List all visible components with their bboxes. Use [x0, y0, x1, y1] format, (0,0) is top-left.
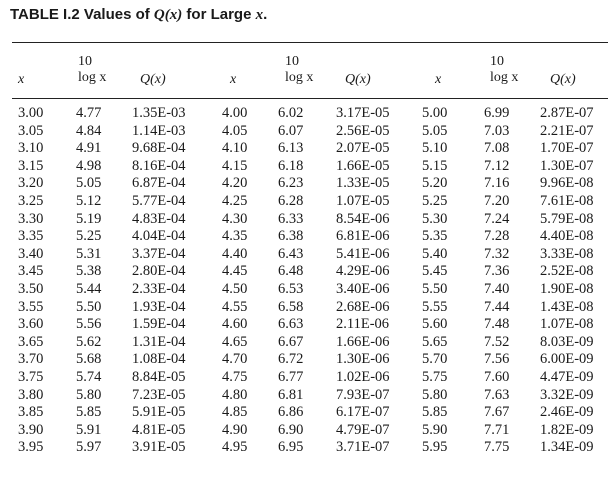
table-cell: 6.38 [278, 228, 304, 245]
table-cell: 4.79E-07 [336, 421, 390, 438]
table-cell: 8.16E-04 [132, 157, 186, 174]
table-cell: 6.33 [278, 210, 304, 227]
table-cell: 7.40 [484, 280, 510, 297]
table-cell: 3.33E-08 [540, 245, 594, 262]
header-q-3: Q(x) [550, 72, 576, 87]
table-cell: 3.70 [18, 351, 44, 368]
table-cell: 9.68E-04 [132, 140, 186, 157]
table-cell: 5.70 [422, 351, 448, 368]
table-cell: 5.19 [76, 210, 102, 227]
table-cell: 5.95 [422, 439, 448, 456]
table-cell: 5.05 [422, 122, 448, 139]
table-cell: 7.12 [484, 157, 510, 174]
table-cell: 6.48 [278, 263, 304, 280]
caption-prefix: TABLE I.2 Values of [10, 6, 154, 23]
table-cell: 5.62 [76, 333, 102, 350]
table-cell: 5.91 [76, 421, 102, 438]
table-cell: 4.81E-05 [132, 421, 186, 438]
table-cell: 2.68E-06 [336, 298, 390, 315]
table-cell: 2.80E-04 [132, 263, 186, 280]
table-cell: 5.15 [422, 157, 448, 174]
q-values-table [12, 105, 610, 457]
table-row [12, 263, 610, 281]
table-cell: 5.75 [422, 368, 448, 385]
table-cell: 4.60 [222, 316, 248, 333]
table-cell: 1.90E-08 [540, 280, 594, 297]
table-caption [10, 6, 267, 24]
table-cell: 2.46E-09 [540, 404, 594, 421]
table-cell: 4.29E-06 [336, 263, 390, 280]
table-cell: 3.90 [18, 421, 44, 438]
table-cell: 4.77 [76, 105, 102, 121]
table-cell: 5.25 [422, 192, 448, 209]
table-cell: 5.41E-06 [336, 245, 390, 262]
table-cell: 6.13 [278, 140, 304, 157]
table-cell: 7.16 [484, 175, 510, 192]
table-cell: 2.11E-06 [336, 316, 390, 333]
table-cell: 3.25 [18, 192, 44, 209]
table-row [12, 193, 610, 211]
table-cell: 5.80 [76, 386, 102, 403]
table-cell: 6.99 [484, 105, 510, 121]
table-cell: 5.65 [422, 333, 448, 350]
table-cell: 1.31E-04 [132, 333, 186, 350]
table-cell: 5.25 [76, 228, 102, 245]
table-cell: 6.86 [278, 404, 304, 421]
table-cell: 3.20 [18, 175, 44, 192]
header-x-1: x [18, 72, 25, 87]
table-cell: 1.82E-09 [540, 421, 594, 438]
table-cell: 1.59E-04 [132, 316, 186, 333]
header-log-3: 10 log x [490, 54, 519, 85]
table-cell: 3.80 [18, 386, 44, 403]
table-cell: 2.52E-08 [540, 263, 594, 280]
table-cell: 5.05 [76, 175, 102, 192]
table-cell: 5.00 [422, 105, 448, 121]
table-cell: 8.54E-06 [336, 210, 390, 227]
table-cell: 1.66E-05 [336, 157, 390, 174]
table-cell: 6.17E-07 [336, 404, 390, 421]
table-cell: 3.71E-07 [336, 439, 390, 456]
table-cell: 3.95 [18, 439, 44, 456]
table-row [12, 351, 610, 369]
table-cell: 6.72 [278, 351, 304, 368]
table-cell: 4.83E-04 [132, 210, 186, 227]
table-cell: 1.14E-03 [132, 122, 186, 139]
table-cell: 1.30E-07 [540, 157, 594, 174]
table-cell: 1.34E-09 [540, 439, 594, 456]
table-cell: 5.85 [422, 404, 448, 421]
table-cell: 7.08 [484, 140, 510, 157]
table-row [12, 246, 610, 264]
table-cell: 9.96E-08 [540, 175, 594, 192]
table-cell: 6.81E-06 [336, 228, 390, 245]
table-cell: 4.25 [222, 192, 248, 209]
header-q-2: Q(x) [345, 72, 371, 87]
table-cell: 1.07E-08 [540, 316, 594, 333]
table-cell: 8.84E-05 [132, 368, 186, 385]
table-cell: 4.80 [222, 386, 248, 403]
table-cell: 7.20 [484, 192, 510, 209]
table-cell: 4.40E-08 [540, 228, 594, 245]
table-cell: 6.28 [278, 192, 304, 209]
header-x-3: x [435, 72, 442, 87]
table-cell: 3.37E-04 [132, 245, 186, 262]
table-cell: 1.43E-08 [540, 298, 594, 315]
table-cell: 7.48 [484, 316, 510, 333]
table-cell: 5.74 [76, 368, 102, 385]
table-cell: 5.30 [422, 210, 448, 227]
table-cell: 2.87E-07 [540, 105, 594, 121]
table-cell: 4.84 [76, 122, 102, 139]
table-cell: 6.02 [278, 105, 304, 121]
table-cell: 3.85 [18, 404, 44, 421]
table-cell: 3.32E-09 [540, 386, 594, 403]
table-cell: 3.60 [18, 316, 44, 333]
table-cell: 6.87E-04 [132, 175, 186, 192]
table-cell: 4.75 [222, 368, 248, 385]
table-row [12, 316, 610, 334]
table-cell: 5.50 [76, 298, 102, 315]
table-cell: 3.40E-06 [336, 280, 390, 297]
table-cell: 7.03 [484, 122, 510, 139]
table-cell: 4.90 [222, 421, 248, 438]
table-row [12, 369, 610, 387]
table-cell: 6.90 [278, 421, 304, 438]
table-cell: 4.00 [222, 105, 248, 121]
table-cell: 6.07 [278, 122, 304, 139]
table-cell: 5.91E-05 [132, 404, 186, 421]
table-body [12, 105, 610, 457]
table-row [12, 158, 610, 176]
table-cell: 3.30 [18, 210, 44, 227]
caption-suffix: . [263, 6, 268, 23]
table-cell: 1.07E-05 [336, 192, 390, 209]
table-cell: 7.44 [484, 298, 510, 315]
table-cell: 4.85 [222, 404, 248, 421]
table-cell: 6.53 [278, 280, 304, 297]
table-cell: 5.90 [422, 421, 448, 438]
caption-var: x [255, 7, 264, 23]
table-cell: 4.55 [222, 298, 248, 315]
table-cell: 2.07E-05 [336, 140, 390, 157]
header-rule [12, 98, 608, 99]
table-cell: 5.80 [422, 386, 448, 403]
table-cell: 5.79E-08 [540, 210, 594, 227]
table-cell: 3.65 [18, 333, 44, 350]
table-cell: 5.38 [76, 263, 102, 280]
table-cell: 3.05 [18, 122, 44, 139]
table-cell: 6.67 [278, 333, 304, 350]
table-cell: 4.40 [222, 245, 248, 262]
table-row [12, 211, 610, 229]
table-cell: 1.70E-07 [540, 140, 594, 157]
table-cell: 4.10 [222, 140, 248, 157]
table-cell: 6.95 [278, 439, 304, 456]
table-cell: 4.15 [222, 157, 248, 174]
table-row [12, 387, 610, 405]
table-cell: 6.77 [278, 368, 304, 385]
table-row [12, 281, 610, 299]
table-cell: 3.40 [18, 245, 44, 262]
table-cell: 4.70 [222, 351, 248, 368]
table-cell: 6.81 [278, 386, 304, 403]
table-row [12, 404, 610, 422]
header-log-1: 10 log x [78, 54, 107, 85]
table-cell: 5.44 [76, 280, 102, 297]
table-cell: 3.45 [18, 263, 44, 280]
table-cell: 5.20 [422, 175, 448, 192]
table-cell: 1.93E-04 [132, 298, 186, 315]
table-cell: 4.35 [222, 228, 248, 245]
table-cell: 3.00 [18, 105, 44, 121]
table-row [12, 228, 610, 246]
table-cell: 7.56 [484, 351, 510, 368]
table-cell: 4.95 [222, 439, 248, 456]
table-cell: 5.56 [76, 316, 102, 333]
table-row [12, 123, 610, 141]
table-cell: 6.58 [278, 298, 304, 315]
table-cell: 4.50 [222, 280, 248, 297]
table-cell: 7.23E-05 [132, 386, 186, 403]
table-cell: 7.28 [484, 228, 510, 245]
table-cell: 7.71 [484, 421, 510, 438]
table-cell: 7.93E-07 [336, 386, 390, 403]
table-cell: 7.75 [484, 439, 510, 456]
table-cell: 5.77E-04 [132, 192, 186, 209]
table-cell: 4.04E-04 [132, 228, 186, 245]
table-cell: 5.68 [76, 351, 102, 368]
caption-func: Q(x) [153, 7, 183, 23]
table-cell: 1.33E-05 [336, 175, 390, 192]
table-cell: 4.20 [222, 175, 248, 192]
table-cell: 1.30E-06 [336, 351, 390, 368]
table-cell: 4.30 [222, 210, 248, 227]
table-cell: 5.97 [76, 439, 102, 456]
table-cell: 3.17E-05 [336, 105, 390, 121]
caption-middle: for Large [182, 6, 256, 23]
table-cell: 5.45 [422, 263, 448, 280]
table-cell: 3.35 [18, 228, 44, 245]
table-cell: 7.67 [484, 404, 510, 421]
table-cell: 6.18 [278, 157, 304, 174]
table-cell: 4.45 [222, 263, 248, 280]
table-cell: 6.00E-09 [540, 351, 594, 368]
table-cell: 7.36 [484, 263, 510, 280]
table-cell: 3.55 [18, 298, 44, 315]
table-cell: 1.35E-03 [132, 105, 186, 121]
header-x-2: x [230, 72, 237, 87]
table-cell: 7.60 [484, 368, 510, 385]
table-row [12, 140, 610, 158]
table-row [12, 334, 610, 352]
table-cell: 7.63 [484, 386, 510, 403]
top-rule [12, 42, 608, 43]
table-cell: 5.31 [76, 245, 102, 262]
table-cell: 5.10 [422, 140, 448, 157]
table-cell: 5.35 [422, 228, 448, 245]
table-cell: 5.55 [422, 298, 448, 315]
table-cell: 7.32 [484, 245, 510, 262]
table-cell: 2.21E-07 [540, 122, 594, 139]
table-cell: 3.50 [18, 280, 44, 297]
table-row [12, 439, 610, 457]
header-q-1: Q(x) [140, 72, 166, 87]
table-cell: 5.50 [422, 280, 448, 297]
header-log-2: 10 log x [285, 54, 314, 85]
table-cell: 4.65 [222, 333, 248, 350]
table-cell: 1.02E-06 [336, 368, 390, 385]
table-cell: 3.15 [18, 157, 44, 174]
table-cell: 4.91 [76, 140, 102, 157]
table-cell: 6.63 [278, 316, 304, 333]
table-cell: 6.23 [278, 175, 304, 192]
table-cell: 7.52 [484, 333, 510, 350]
table-cell: 5.85 [76, 404, 102, 421]
table-cell: 2.56E-05 [336, 122, 390, 139]
table-cell: 8.03E-09 [540, 333, 594, 350]
table-cell: 3.10 [18, 140, 44, 157]
table-cell: 3.75 [18, 368, 44, 385]
table-row [12, 299, 610, 317]
table-cell: 4.98 [76, 157, 102, 174]
table-cell: 2.33E-04 [132, 280, 186, 297]
table-row [12, 422, 610, 440]
table-cell: 3.91E-05 [132, 439, 186, 456]
table-cell: 5.40 [422, 245, 448, 262]
table-cell: 7.61E-08 [540, 192, 594, 209]
table-cell: 1.08E-04 [132, 351, 186, 368]
table-cell: 4.05 [222, 122, 248, 139]
table-cell: 5.60 [422, 316, 448, 333]
table-cell: 5.12 [76, 192, 102, 209]
table-row [12, 175, 610, 193]
table-cell: 4.47E-09 [540, 368, 594, 385]
table-cell: 7.24 [484, 210, 510, 227]
table-row [12, 105, 610, 123]
table-cell: 6.43 [278, 245, 304, 262]
table-cell: 1.66E-06 [336, 333, 390, 350]
